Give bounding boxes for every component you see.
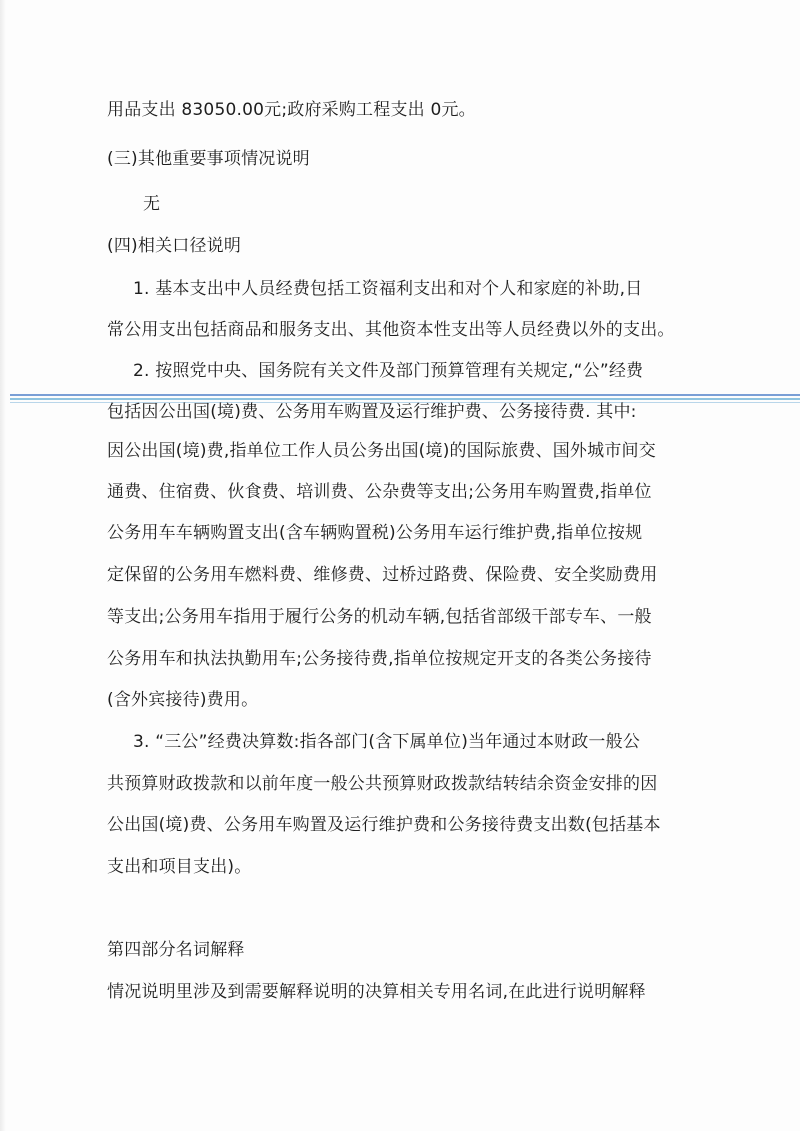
text-line: 公务用车和执法执勤用车;公务接待费,指单位按规定开支的各类公务接待 xyxy=(107,649,652,669)
text-line: 定保留的公务用车燃料费、维修费、过桥过路费、保险费、安全奖励费用 xyxy=(107,565,658,585)
text-line: 2. 按照党中央、国务院有关文件及部门预算管理有关规定,“公”经费 xyxy=(133,361,644,381)
text-line: 情况说明里涉及到需要解释说明的决算相关专用名词,在此进行说明解释 xyxy=(107,982,646,1002)
text-line: 无 xyxy=(143,194,161,214)
section-heading: (三)其他重要事项情况说明 xyxy=(107,149,310,169)
text-line: 通费、住宿费、伙食费、培训费、公杂费等支出;公务用车购置费,指单位 xyxy=(107,482,652,502)
text-line: 常公用支出包括商品和服务支出、其他资本性支出等人员经费以外的支出。 xyxy=(107,320,675,340)
text-line: 1. 基本支出中人员经费包括工资福利支出和对个人和家庭的补助,日 xyxy=(133,279,643,299)
section-heading: (四)相关口径说明 xyxy=(107,236,242,256)
text-line: 用品支出 83050.00元;政府采购工程支出 0元。 xyxy=(107,100,476,120)
text-line: 公出国(境)费、公务用车购置及运行维护费和公务接待费支出数(包括基本 xyxy=(107,815,661,835)
text-line: 因公出国(境)费,指单位工作人员公务出国(境)的国际旅费、国外城市间交 xyxy=(107,441,656,461)
text-line: 支出和项目支出)。 xyxy=(107,857,252,877)
text-line: 共预算财政拨款和以前年度一般公共预算财政拨款结转结余资金安排的因 xyxy=(107,774,658,794)
section-heading: 第四部分名词解释 xyxy=(107,940,245,960)
text-line: 包括因公出国(境)费、公务用车购置及运行维护费、公务接待费. 其中: xyxy=(107,402,637,422)
text-line: (含外宾接待)费用。 xyxy=(107,690,259,710)
text-line: 3. “三公”经费决算数:指各部门(含下属单位)当年通过本财政一般公 xyxy=(133,732,641,752)
text-line: 公务用车车辆购置支出(含车辆购置税)公务用车运行维护费,指单位按规 xyxy=(107,523,643,543)
text-line: 等支出;公务用车指用于履行公务的机动车辆,包括省部级干部专车、一般 xyxy=(107,607,652,627)
